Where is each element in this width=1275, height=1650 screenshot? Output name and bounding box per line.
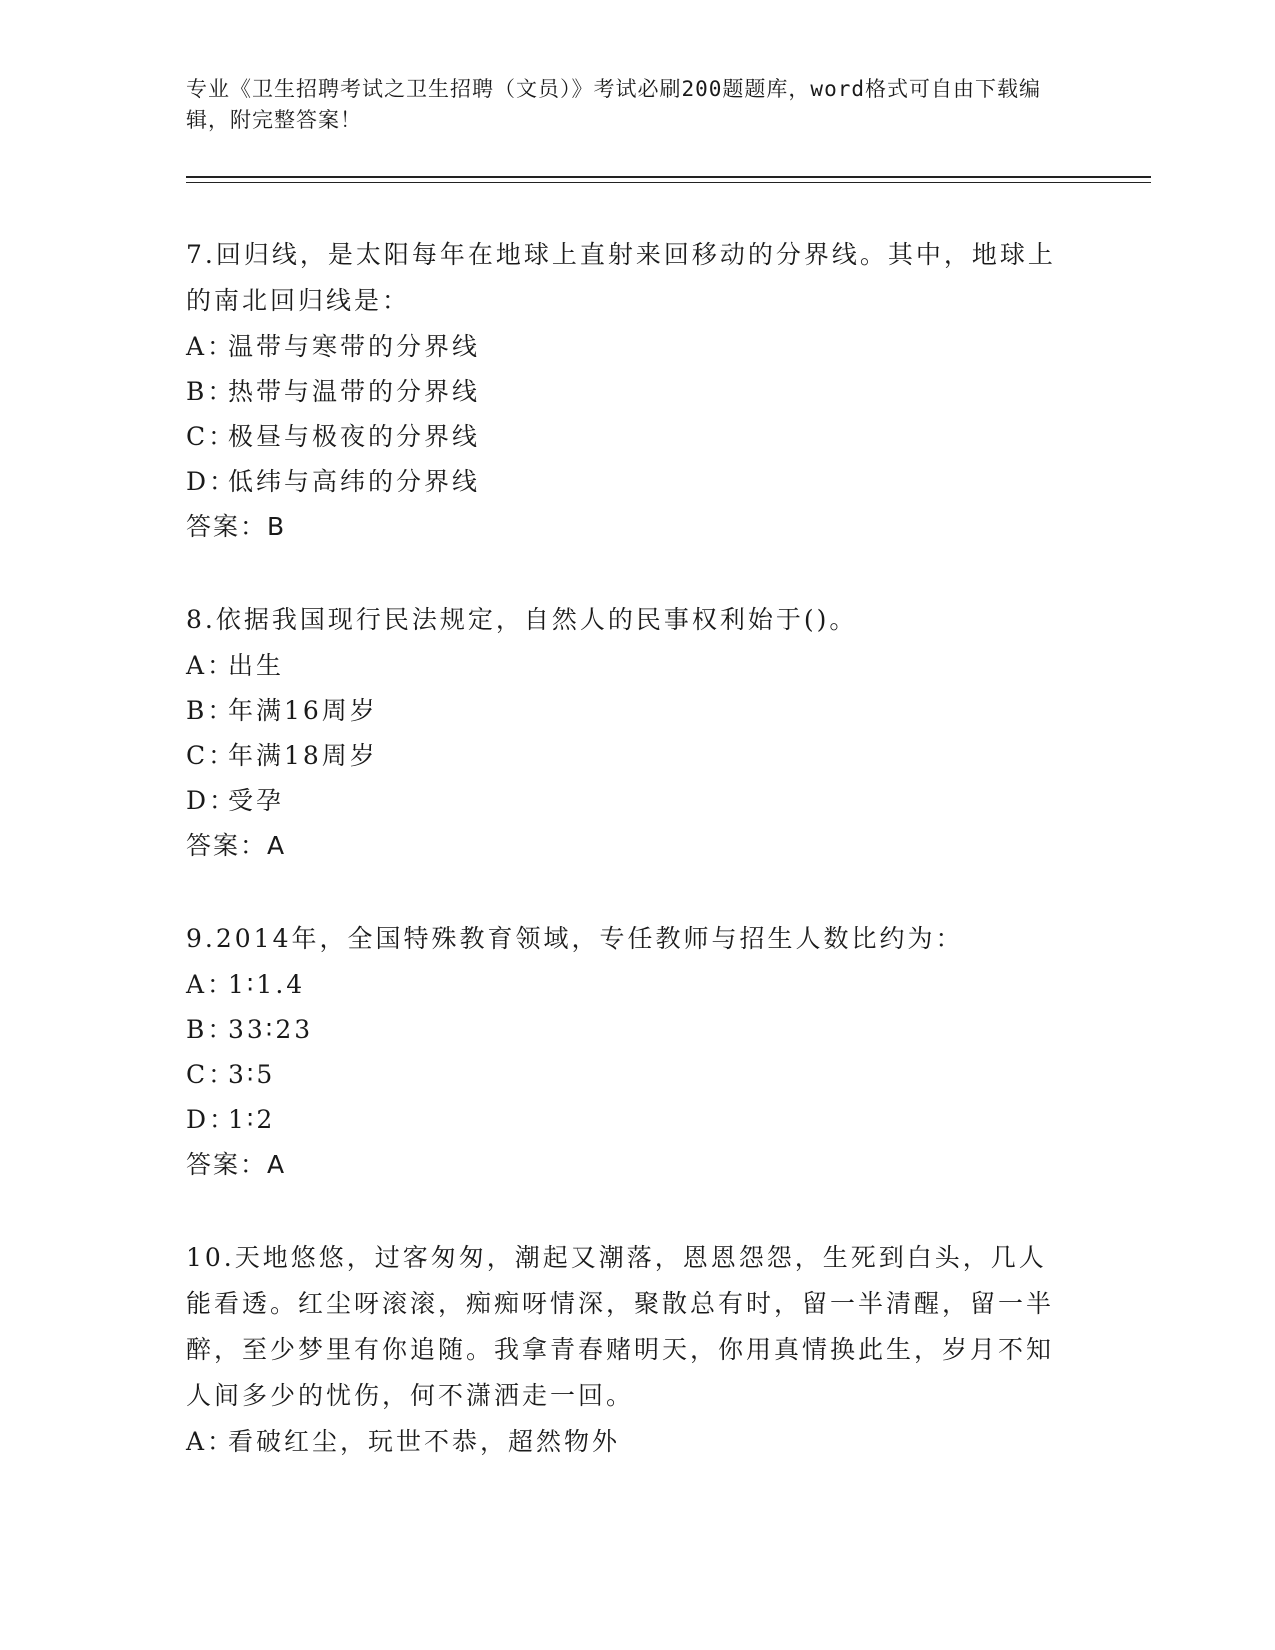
option-a	[186, 1419, 1066, 1464]
option-a	[186, 962, 1066, 1007]
option-d	[186, 778, 1066, 823]
answer-line: 答案：A	[186, 1150, 287, 1179]
option-key: C：	[186, 741, 237, 770]
question-stem: 7.回归线，是太阳每年在地球上直射来回移动的分界线。其中，地球上的南北回归线是：	[186, 240, 1056, 315]
option-text: 看破红尘，玩世不恭，超然物外	[228, 1427, 621, 1456]
option-text: 温带与寒带的分界线	[228, 332, 481, 361]
option-text: 年满16周岁	[228, 696, 378, 725]
question-10	[186, 1235, 1066, 1464]
option-text: 3∶5	[228, 1060, 276, 1089]
option-b	[186, 1007, 1066, 1052]
option-key: D：	[186, 786, 238, 815]
answer-line: 答案：B	[186, 512, 287, 541]
answer-line: 答案：A	[186, 831, 287, 860]
option-c	[186, 414, 1066, 459]
option-text: 低纬与高纬的分界线	[228, 467, 481, 496]
option-key: C：	[186, 1060, 237, 1089]
option-key: B：	[186, 1015, 236, 1044]
option-c	[186, 733, 1066, 778]
option-key: A：	[186, 651, 236, 680]
question-stem: 9.2014年，全国特殊教育领域，专任教师与招生人数比约为：	[186, 924, 964, 953]
option-key: C：	[186, 422, 237, 451]
header-divider	[186, 176, 1151, 178]
option-key: A：	[186, 332, 236, 361]
option-key: D：	[186, 467, 238, 496]
option-a	[186, 324, 1066, 369]
option-text: 1∶1.4	[228, 970, 306, 999]
option-key: D：	[186, 1105, 238, 1134]
document-header: 专业《卫生招聘考试之卫生招聘（文员）》考试必刷200题题库，word格式可自由下载编辑，附完整答案！	[186, 77, 1041, 132]
question-8	[186, 597, 1066, 869]
option-c	[186, 1052, 1066, 1097]
option-text: 年满18周岁	[228, 741, 378, 770]
option-key: A：	[186, 1427, 236, 1456]
option-text: 受孕	[228, 786, 285, 815]
option-key: A：	[186, 970, 236, 999]
question-stem: 10.天地悠悠，过客匆匆，潮起又潮落，恩恩怨怨，生死到白头，几人能看透。红尘呀滚滚，痴痴呀情深，聚散总有时，留一半清醒，留一半醉，至少梦里有你追随。我拿青春赌明天，你用真情换此生，岁月不知人间多少的忧伤，何不潇洒走一回。	[186, 1243, 1055, 1410]
option-text: 1∶2	[228, 1105, 276, 1134]
option-text: 33∶23	[228, 1015, 314, 1044]
option-d	[186, 1097, 1066, 1142]
question-7	[186, 232, 1066, 550]
question-stem: 8.依据我国现行民法规定，自然人的民事权利始于()。	[186, 605, 858, 634]
option-key: B：	[186, 696, 236, 725]
option-text: 极昼与极夜的分界线	[228, 422, 481, 451]
option-b	[186, 688, 1066, 733]
header-divider-thin	[186, 182, 1151, 183]
question-9	[186, 916, 1066, 1188]
option-key: B：	[186, 377, 236, 406]
option-a	[186, 643, 1066, 688]
option-text: 出生	[228, 651, 285, 680]
option-text: 热带与温带的分界线	[228, 377, 481, 406]
option-d	[186, 459, 1066, 504]
option-b	[186, 369, 1066, 414]
